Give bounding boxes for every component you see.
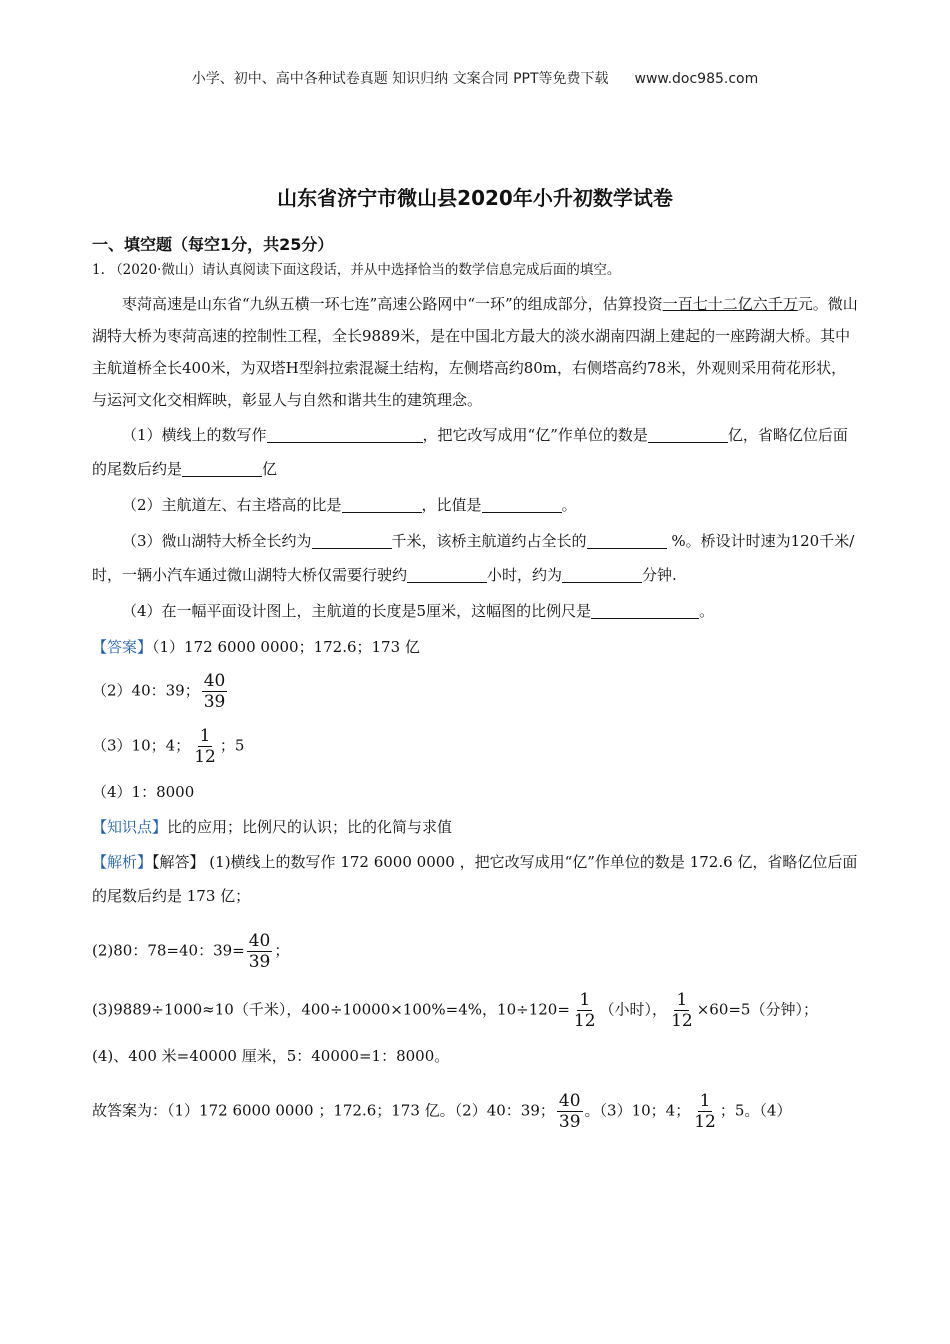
answer-3-suffix: ；5 — [219, 736, 245, 755]
fraction — [669, 990, 695, 1031]
answer-blank[interactable] — [591, 602, 699, 619]
sub1-text: ，把它改写成用“亿”作单位的数是 — [422, 426, 648, 444]
denominator: 39 — [558, 1112, 581, 1132]
answer-blank[interactable] — [182, 460, 262, 477]
answer-line-2 — [92, 671, 860, 712]
fraction — [202, 671, 228, 712]
section-heading: 一、填空题（每空1分，共25分） — [92, 235, 334, 254]
sub1-text: 亿，省略亿位后面的尾数后约是 — [92, 426, 848, 478]
numerator: 1 — [579, 990, 591, 1010]
sub4-text: 。 — [699, 602, 715, 620]
solution-tag: 【解答】 — [152, 853, 205, 871]
denominator: 12 — [194, 747, 216, 767]
analysis-text: (1)横线上的数写作 172 6000 0000 ，把它改写成用“亿”作单位的数是 172.6 亿，省略亿位后面的尾数后约是 173 亿； — [92, 853, 858, 905]
analysis-text: ； — [274, 941, 290, 960]
answer-1: （1）172 6000 0000；172.6；173 亿 — [152, 638, 420, 656]
answer-blank[interactable] — [482, 496, 562, 513]
sub3-text: %。桥设计时速为120千米/时，一辆小汽车通过微山湖特大桥仅需要行驶约 — [92, 532, 855, 584]
numerator: 1 — [676, 990, 688, 1010]
analysis-line-5 — [92, 1091, 860, 1132]
answer-line-1 — [92, 636, 860, 657]
sub4-text: （4）在一幅平面设计图上，主航道的长度是5厘米，这幅图的比例尺是 — [122, 602, 592, 620]
sub3-text: 分钟. — [642, 566, 677, 584]
analysis-text: 。（3）10；4； — [584, 1101, 691, 1120]
passage-underlined-number: 一百七十二亿六千万 — [662, 295, 798, 313]
sub3-text: （3）微山湖特大桥全长约为 — [122, 532, 312, 550]
knowledge-tag: 【知识点】 — [92, 818, 168, 836]
numerator: 1 — [699, 1091, 711, 1111]
question-intro — [92, 258, 860, 278]
numerator: 40 — [203, 671, 226, 691]
sub3-text: 小时，约为 — [487, 566, 563, 584]
document-body — [92, 232, 860, 1132]
page-header — [0, 68, 950, 88]
sub3-text: 千米，该桥主航道约占全长的 — [391, 532, 587, 550]
denominator: 12 — [671, 1011, 693, 1031]
analysis-line-1 — [92, 845, 860, 913]
question-passage — [92, 288, 860, 416]
analysis-text: (2)80：78=40：39= — [92, 941, 245, 960]
analysis-text: (3)9889÷1000≈10（千米），400÷10000×100%=4%，10÷120= — [92, 1000, 570, 1019]
subquestion-1 — [92, 418, 860, 486]
answer-blank[interactable] — [562, 566, 642, 583]
fraction — [192, 726, 218, 767]
sub2-text: ，比值是 — [421, 496, 482, 514]
numerator: 40 — [248, 931, 271, 951]
answer-line-4: （4）1：8000 — [92, 783, 195, 801]
numerator: 1 — [199, 726, 211, 746]
analysis-text: （小时）， — [599, 1000, 668, 1019]
answer-blank[interactable] — [267, 426, 423, 443]
analysis-text: ；5。（4） — [719, 1101, 792, 1120]
subquestion-3 — [92, 524, 860, 592]
knowledge-text: 比的应用；比例尺的认识；比的化简与求值 — [167, 818, 453, 836]
analysis-text: ×60=5（分钟）； — [696, 1000, 818, 1019]
answer-blank[interactable] — [407, 566, 487, 583]
header-text: 小学、初中、高中各种试卷真题 知识归纳 文案合同 PPT等免费下载 — [191, 71, 609, 87]
answer-blank[interactable] — [648, 426, 728, 443]
answer-3: （3）10；4； — [92, 736, 191, 755]
denominator: 39 — [203, 692, 226, 712]
denominator: 12 — [694, 1112, 716, 1132]
analysis-line-2 — [92, 931, 860, 972]
passage-text: 枣菏高速是山东省“九纵五横一环七连”高速公路网中“一环”的组成部分，估算投资 — [122, 295, 663, 313]
answer-blank[interactable] — [587, 532, 667, 549]
knowledge-points — [92, 816, 860, 837]
passage-text-rest: 元。微山湖特大桥为枣菏高速的控制性工程，全长9889米，是在中国北方最大的淡水湖南四湖上建起的一座跨湖大桥。其中主航道桥全长400米，为双塔H型斜拉索混凝土结构，左侧塔高约80m，右侧塔高约78米，外观则采用荷花形状，与运河文化交相辉映，彰显人与自然和谐共生的建筑理念。 — [92, 295, 858, 409]
question-number: 1. — [92, 262, 105, 278]
fraction — [572, 990, 598, 1031]
sub1-text: 亿 — [262, 460, 278, 478]
sub2-text: （2）主航道左、右主塔高的比是 — [122, 496, 342, 514]
sub2-text: 。 — [561, 496, 577, 514]
fraction — [692, 1091, 718, 1132]
page-title: 山东省济宁市微山县2020年小升初数学试卷 — [277, 186, 673, 210]
answer-blank[interactable] — [312, 532, 392, 549]
subquestion-2 — [92, 488, 860, 522]
subquestion-4 — [92, 594, 860, 628]
question-prompt: 请认真阅读下面这段话，并从中选择恰当的数学信息完成后面的填空。 — [201, 262, 621, 278]
fraction — [247, 931, 273, 972]
analysis-tag: 【解析】 — [92, 853, 153, 871]
denominator: 39 — [248, 952, 271, 972]
numerator: 40 — [558, 1091, 581, 1111]
header-site-link[interactable]: www.doc985.com — [634, 71, 759, 87]
answer-line-3 — [92, 726, 860, 767]
answer-blank[interactable] — [342, 496, 422, 513]
sub1-text: （1）横线上的数写作 — [122, 426, 267, 444]
answer-2: （2）40：39； — [92, 681, 200, 700]
answer-tag: 【答案】 — [92, 638, 153, 656]
analysis-line-3 — [92, 990, 860, 1031]
fraction — [557, 1091, 583, 1132]
analysis-text: 故答案为：（1）172 6000 0000 ；172.6；173 亿。（2）40：39； — [92, 1101, 555, 1120]
denominator: 12 — [573, 1011, 596, 1031]
question-source: （2020·微山） — [109, 262, 202, 278]
analysis-line-4: (4)、400 米=40000 厘米，5：40000=1：8000。 — [92, 1047, 450, 1065]
